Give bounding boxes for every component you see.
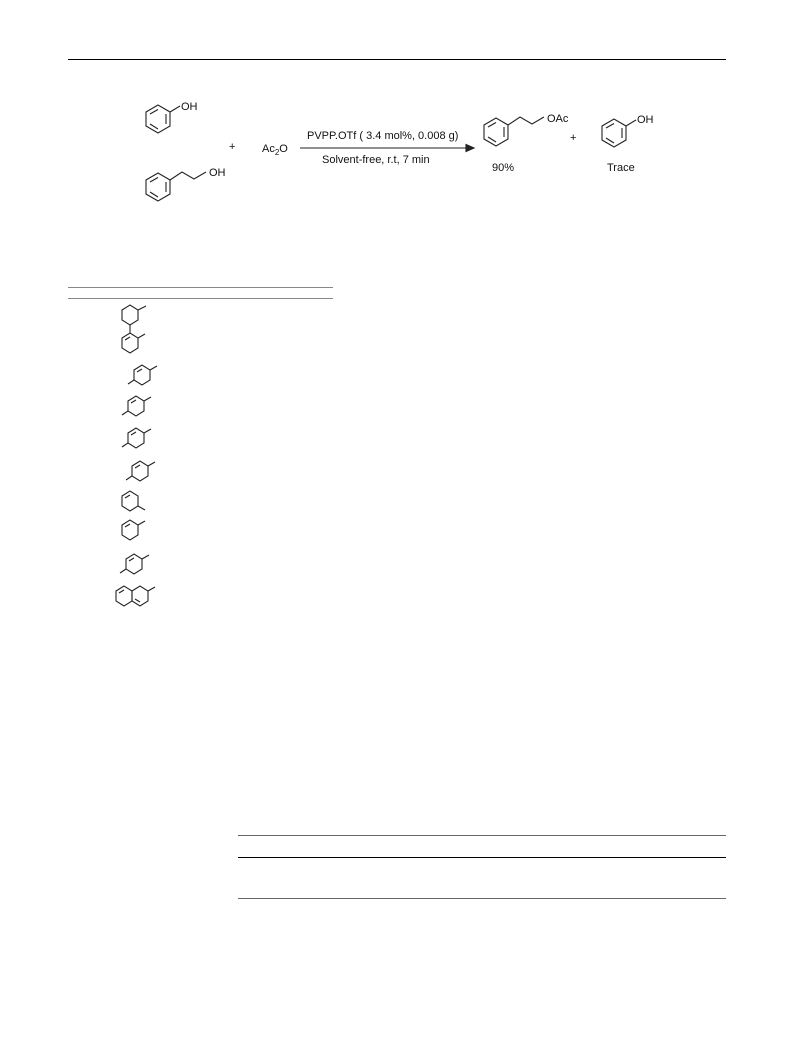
substrate-structure-p-substituted-4 <box>122 458 172 488</box>
table2-header-rule <box>238 857 726 858</box>
table1-header-rule <box>68 298 333 299</box>
product-oac-label: OAc <box>547 113 569 125</box>
reagent-text: Ac <box>262 143 275 155</box>
reagent-subscript: 2 <box>274 148 280 158</box>
page-header-rule <box>68 59 726 60</box>
plus-sign-right: + <box>570 132 577 144</box>
substrate-structure-p-substituted-3 <box>118 425 168 455</box>
product-yield: 90% <box>492 162 515 174</box>
substrate-structure-p-substituted-2 <box>118 393 168 423</box>
reaction-condition-solvent: Solvent-free, r.t, 7 min <box>322 154 430 166</box>
substrate-structure-p-substituted-5 <box>116 551 166 581</box>
substrate-structure-o-substituted <box>116 488 166 518</box>
table2-bottom-rule <box>238 898 726 899</box>
byproduct-oh-label: OH <box>637 114 654 126</box>
reagent-tail: O <box>279 143 288 155</box>
substrate-structure-naphthalene <box>112 583 172 613</box>
reaction-arrow <box>300 143 475 153</box>
byproduct-yield: Trace <box>607 162 635 174</box>
phenol-oh-label: OH <box>181 101 198 113</box>
plus-sign-left: + <box>229 141 236 153</box>
table1-top-rule <box>68 287 333 288</box>
reagent-acetic-anhydride <box>262 143 288 157</box>
reaction-condition-catalyst: PVPP.OTf ( 3.4 mol%, 0.008 g) <box>307 130 459 142</box>
substrate-structure-biphenyl <box>116 300 166 360</box>
table2-top-rule <box>238 835 726 836</box>
substrate-structure-p-substituted-1 <box>124 362 174 392</box>
substrate-structure-benzene <box>116 517 166 547</box>
phenylethanol-oh-label: OH <box>209 167 226 179</box>
